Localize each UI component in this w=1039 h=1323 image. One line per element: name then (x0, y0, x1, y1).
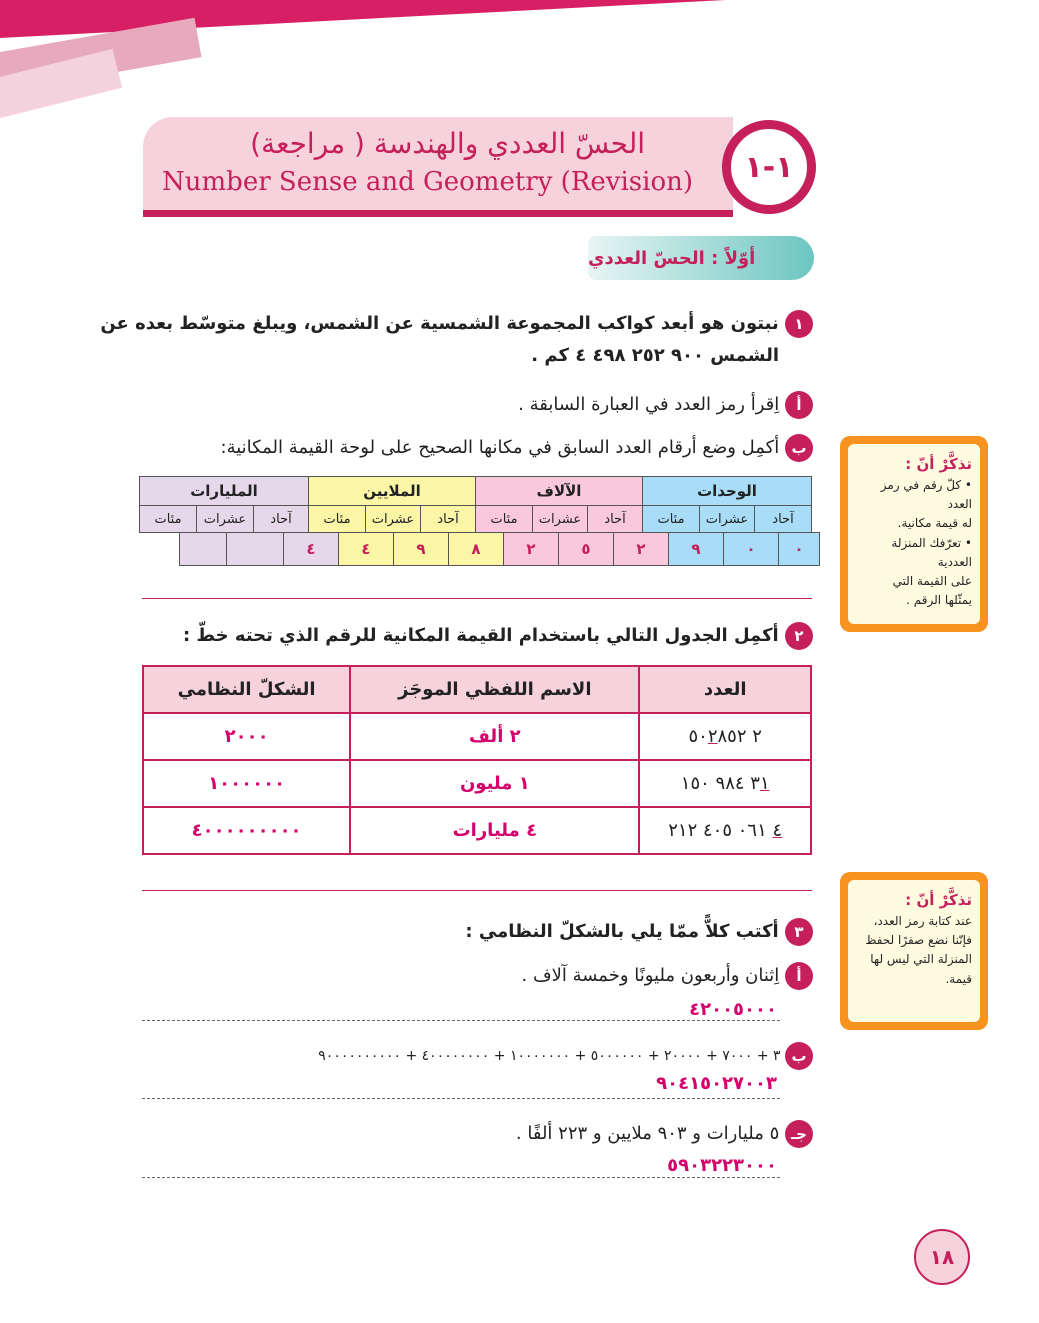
standard-form-cell: ٢٠٠٠ (143, 713, 350, 760)
sub-ones: آحاد (754, 505, 812, 533)
q2-number: ٢ (785, 622, 813, 650)
digit-cell: ٤ (338, 532, 394, 566)
q3a-label: أ (785, 962, 813, 990)
remember-line: قيمة. (945, 971, 972, 986)
q3a (522, 962, 814, 991)
short-name-cell: ٤ مليارات (350, 807, 639, 854)
remember-line: • كلّ رقم في رمز العدد (880, 478, 972, 512)
digit-cell: ٢ (613, 532, 669, 566)
digit-cell: ٥ (558, 532, 614, 566)
digit-cell: ٩ (393, 532, 449, 566)
group-units: الوحدات (642, 476, 812, 506)
digit-cell (226, 532, 284, 566)
remember-box (840, 436, 988, 632)
q3c-answer: ٥٩٠٣٢٢٣٠٠٠ (667, 1155, 777, 1176)
remember-title: تذكَّرْ أنّ : (905, 455, 972, 473)
sub-ones: آحاد (253, 505, 309, 533)
q1b-label: ب (785, 434, 813, 462)
digit-cell: ٤ (283, 532, 339, 566)
lesson-title-ar: الحسّ العددي والهندسة ( مراجعة) (250, 127, 645, 160)
lesson-banner (143, 117, 733, 217)
place-value-table (142, 665, 812, 855)
q1-text-1: نبتون هو أبعد كواكب المجموعة الشمسية عن الشمس، ويبلغ متوسّط بعده عن (100, 313, 779, 334)
underlined-digit: ٢ (707, 726, 718, 747)
remember-line: المنزلة التي ليس لها (870, 952, 972, 967)
q3-number: ٣ (785, 918, 813, 946)
q1-text-2: الشمس ٩٠٠ ٢٥٢ ٤٩٨ ٤ كم . (531, 345, 779, 366)
q3b-label: ب (785, 1042, 813, 1070)
remember-box (840, 872, 988, 1030)
divider (142, 598, 812, 599)
table-header: العدد (639, 666, 811, 713)
answer-line (142, 1020, 780, 1021)
sub-tens: عشرات (196, 505, 254, 533)
digit-cell (179, 532, 227, 566)
q3 (465, 918, 813, 947)
q3c-label: جـ (785, 1120, 813, 1148)
digit-cell: ٠ (723, 532, 779, 566)
digit-cell: ٩ (668, 532, 724, 566)
remember-line: يمثّلها الرقم . (906, 593, 972, 608)
remember-title: تذكَّرْ أنّ : (905, 891, 972, 909)
q3c (516, 1120, 813, 1149)
table-header: الشكلّ النظامي (143, 666, 350, 713)
remember-line: عند كتابة رمز العدد، (873, 914, 972, 928)
answer-line (142, 1098, 780, 1099)
digit-cell: ٨ (448, 532, 504, 566)
sub-ones: آحاد (420, 505, 476, 533)
group-thousands: الآلاف (475, 476, 643, 506)
q1b (221, 434, 814, 463)
group-millions: الملايين (308, 476, 476, 506)
lesson-title-en: Number Sense and Geometry (Revision) (162, 167, 693, 197)
section-heading: أوّلاً : الحسّ العددي (588, 236, 814, 280)
q1-line1 (100, 310, 813, 339)
sub-tens: عشرات (532, 505, 588, 533)
sub-ones: آحاد (587, 505, 643, 533)
digit-cell: ٠ (778, 532, 820, 566)
underlined-digit: ١ (759, 773, 770, 794)
q1a-label: أ (785, 391, 813, 419)
q3b-text: ٣ + ٧٠٠٠ + ٢٠٠٠٠ + ٥٠٠٠٠٠٠ + ١٠٠٠٠٠٠٠ + ٤٠٠٠٠٠٠٠٠ + ٩٠٠٠٠٠٠٠٠٠٠ (318, 1048, 781, 1064)
underlined-digit: ٤ (772, 820, 783, 841)
q3a-text: اِثنان وأربعون مليونًا وخمسة آلاف . (521, 965, 780, 986)
answer-line (142, 1177, 780, 1178)
divider (142, 890, 812, 891)
number-cell: ٣١ ٩٨٤ ١٥٠ (639, 760, 811, 807)
q3a-answer: ٤٢٠٠٥٠٠٠ (689, 999, 777, 1020)
table-row (143, 713, 811, 760)
place-value-board (140, 476, 813, 568)
short-name-cell: ١ مليون (350, 760, 639, 807)
number-cell: ٤ ٠٦١ ٤٠٥ ٢١٢ (639, 807, 811, 854)
q2 (183, 622, 813, 651)
table-header: الاسم اللفظي الموجَز (350, 666, 639, 713)
remember-line: على القيمة التي (892, 573, 972, 588)
q2-text: أكمِل الجدول التالي باستخدام القيمة المكانية للرقم الذي تحته خطّ : (182, 625, 779, 646)
q3c-text: ٥ مليارات و ٩٠٣ ملايين و ٢٢٣ ألفًا . (515, 1123, 780, 1144)
standard-form-cell: ٤٠٠٠٠٠٠٠٠٠ (143, 807, 350, 854)
short-name-cell: ٢ ألف (350, 713, 639, 760)
digit-cell: ٢ (503, 532, 559, 566)
sub-hundreds: مئات (642, 505, 700, 533)
lesson-number: ١-١ (722, 120, 816, 214)
sub-hundreds: مئات (308, 505, 366, 533)
sub-tens: عشرات (365, 505, 421, 533)
group-billions: المليارات (139, 476, 309, 506)
remember-line: • تعرّفك المنزلة العددية (891, 535, 972, 569)
q3-text: أكتب كلاًّ ممّا يلي بالشكلّ النظامي : (465, 921, 779, 942)
q3b-answer: ٩٠٤١٥٠٢٧٠٠٣ (656, 1073, 777, 1094)
standard-form-cell: ١٠٠٠٠٠٠ (143, 760, 350, 807)
remember-line: له قيمة مكانية. (897, 516, 972, 531)
sub-tens: عشرات (699, 505, 755, 533)
q3b (318, 1042, 813, 1070)
table-row (143, 807, 811, 854)
q1-number: ١ (785, 310, 813, 338)
sub-hundreds: مئات (139, 505, 197, 533)
remember-line: فإنّنا نضع صفرًا لحفظ (865, 933, 972, 948)
q1a (518, 391, 813, 420)
sub-hundreds: مئات (475, 505, 533, 533)
table-row (143, 760, 811, 807)
q1b-text: أكمِل وضع أرقام العدد السابق في مكانها الصحيح على لوحة القيمة المكانية: (220, 437, 780, 458)
page-number: ١٨ (914, 1229, 970, 1285)
q1a-text: اِقرأ رمز العدد في العبارة السابقة . (518, 394, 780, 415)
number-cell: ٢ ٥٠٢٨٥٢ (639, 713, 811, 760)
